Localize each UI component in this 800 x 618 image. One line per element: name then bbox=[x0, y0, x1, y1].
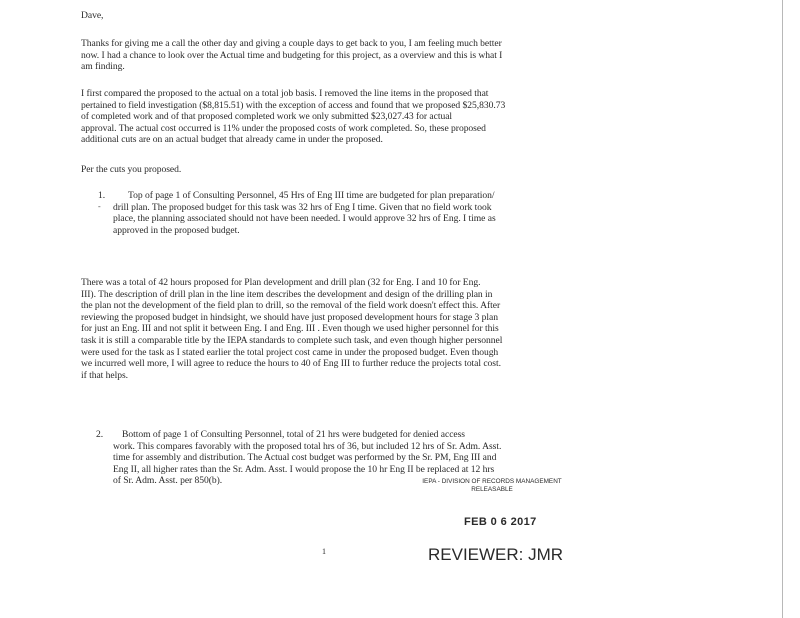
item-2-line: time for assembly and distribution. The Actual cost budget was performed by the Sr. PM, Eng III and bbox=[113, 452, 497, 464]
scan-mark: - bbox=[98, 202, 101, 211]
item-1-number: 1. bbox=[98, 190, 106, 201]
comparison-line: additional cuts are on an actual budget that already came in under the proposed. bbox=[81, 134, 383, 146]
plan-line: There was a total of 42 hours proposed for Plan development and drill plan (32 for Eng. I and 10 for Eng. bbox=[81, 277, 481, 288]
salutation: Dave, bbox=[81, 10, 104, 21]
plan-line: for just an Eng. III and not split it between Eng. I and Eng. III . Even though we used higher personnel for this bbox=[81, 323, 499, 335]
plan-development-paragraph bbox=[81, 277, 502, 381]
comparison-line: pertained to field investigation ($8,815.51) with the exception of access and found that we proposed $25,830.73 bbox=[81, 99, 506, 111]
page-number: 1 bbox=[322, 547, 326, 556]
item-2-line: work. This compares favorably with the proposed total hrs of 36, but included 12 hrs of Sr. Adm. Asst. bbox=[113, 440, 502, 452]
plan-line: if that helps. bbox=[81, 369, 128, 381]
item-2-line: of Sr. Adm. Asst. per 850(b). bbox=[113, 475, 223, 487]
comparison-paragraph bbox=[81, 88, 505, 146]
cuts-heading: Per the cuts you proposed. bbox=[81, 164, 182, 175]
item-2-line: Eng II, all higher rates than the Sr. Adm. Asst. I would propose the 10 hr Eng II be replaced at 12 hrs bbox=[113, 463, 495, 475]
item-2-line: Bottom of page 1 of Consulting Personnel, total of 21 hrs were budgeted for denied access bbox=[122, 429, 465, 440]
intro-line: now. I had a chance to look over the Actual time and budgeting for this project, as a overview and this is what I bbox=[81, 49, 503, 61]
plan-line: we incurred well more, I will agree to reduce the hours to 40 of Eng III to further reduce the projects total cost. bbox=[81, 358, 501, 370]
comparison-line: approval. The actual cost occurred is 11% under the proposed costs of work completed. So, these proposed bbox=[81, 122, 486, 134]
plan-line: were used for the task as I stated earlier the total project cost came in under the proposed budget. Even though bbox=[81, 346, 499, 358]
comparison-line: I first compared the proposed to the actual on a total job basis. I removed the line items in the proposed that bbox=[81, 88, 489, 99]
stamp-date: FEB 0 6 2017 bbox=[464, 516, 537, 528]
intro-line: am finding. bbox=[81, 61, 125, 73]
item-2-number: 2. bbox=[96, 429, 104, 440]
item-1-line: place, the planning associated should not have been needed. I would approve 32 hrs of Eng. I time as bbox=[113, 213, 496, 225]
item-1-line: approved in the proposed budget. bbox=[113, 224, 240, 236]
records-stamp-division: IEPA - DIVISION OF RECORDS MANAGEMENT bbox=[422, 478, 562, 485]
intro-line: Thanks for giving me a call the other day and giving a couple days to get back to you, I am feeling much better bbox=[81, 38, 502, 49]
plan-line: the plan not the development of the field plan to drill, so the removal of the field work doesn't effect this. After bbox=[81, 300, 501, 312]
reviewer-stamp: REVIEWER: JMR bbox=[428, 545, 564, 564]
comparison-line: of completed work and of that proposed completed work we only submitted $23,027.43 for actual bbox=[81, 111, 453, 123]
scan-edge-line bbox=[782, 0, 783, 618]
item-1-line: drill plan. The proposed budget for this task was 32 hrs of Eng I time. Given that no field work took bbox=[113, 201, 492, 213]
plan-line: task it is still a comparable title by the IEPA standards to complete such task, and even though higher personnel bbox=[81, 334, 503, 346]
plan-line: III). The description of drill plan in the line item describes the development and design of the drilling plan in bbox=[81, 288, 493, 300]
intro-paragraph bbox=[81, 38, 502, 73]
item-1-text bbox=[113, 190, 496, 236]
records-stamp bbox=[414, 478, 570, 493]
records-stamp-releasable: RELEASABLE bbox=[471, 485, 513, 493]
item-1-line: Top of page 1 of Consulting Personnel, 45 Hrs of Eng III time are budgeted for plan preparation/ bbox=[128, 190, 495, 201]
plan-line: reviewing the proposed budget in hindsight, we should have just proposed development hours for stage 3 plan bbox=[81, 311, 498, 323]
